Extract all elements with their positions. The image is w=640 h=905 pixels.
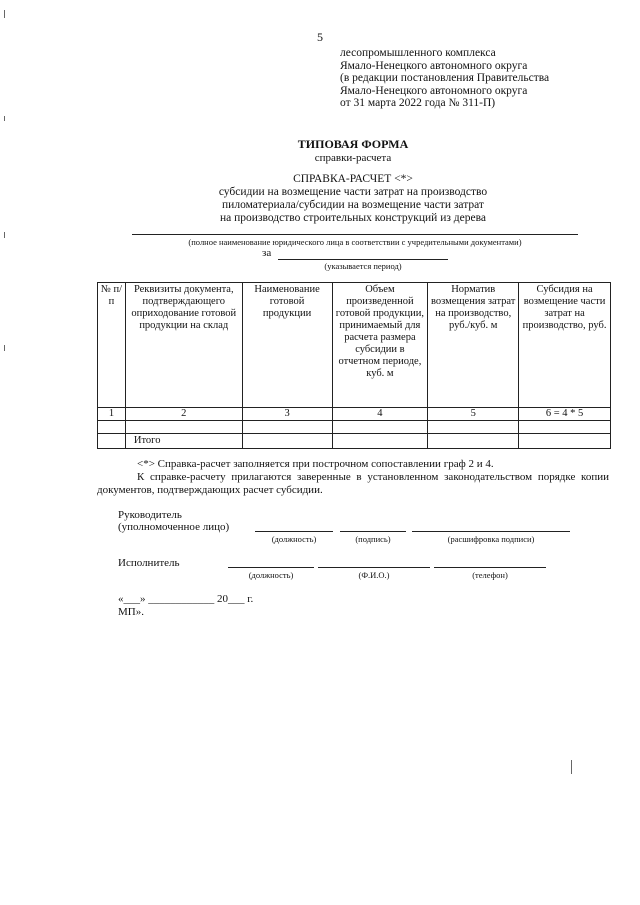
column-header: № п/п [98, 283, 126, 408]
head-position-line[interactable] [255, 531, 333, 532]
scan-margin-mark [4, 116, 5, 121]
column-header: Объем произведенной готовой продукции, принимаемый для расчета размера субсидии в отчетном периоде, куб. м [332, 283, 428, 408]
executor-position-line[interactable] [228, 567, 314, 568]
table-cell[interactable] [428, 421, 519, 434]
column-header: Реквизиты документа, подтверждающего оприходование готовой продукции на склад [125, 283, 242, 408]
table-header-row [98, 283, 611, 408]
column-number: 4 [332, 408, 428, 421]
period-line[interactable] [278, 259, 448, 260]
note-footnote: <*> Справка-расчет заполняется при построчном сопоставлении граф 2 и 4. [137, 458, 494, 470]
column-number: 2 [125, 408, 242, 421]
header-line: лесопромышленного комплекса [340, 47, 496, 59]
period-caption: (указывается период) [324, 261, 402, 271]
column-number: 3 [242, 408, 332, 421]
column-number: 5 [428, 408, 519, 421]
entity-name-caption: (полное наименование юридического лица в соответствии с учредительными документами) [188, 237, 522, 247]
note-attachments: К справке-расчету прилагаются заверенные в установленном законодательством порядке копии документов, подтверждающих расчет субсидии. [97, 471, 609, 496]
total-row [98, 434, 611, 449]
document-description [0, 186, 640, 224]
column-number-row [98, 408, 611, 421]
table-cell[interactable] [125, 421, 242, 434]
header-line: (в редакции постановления Правительства [340, 72, 550, 84]
table-row [98, 421, 611, 434]
description-line: пиломатериала/субсидии на возмещение части затрат [222, 198, 484, 211]
period-prefix: за [262, 247, 272, 259]
entity-name-line[interactable] [132, 234, 578, 235]
table-cell[interactable] [332, 434, 428, 449]
executor-phone-caption: (телефон) [472, 570, 508, 580]
table-cell[interactable] [428, 434, 519, 449]
header-line: от 31 марта 2022 года № 311-П) [340, 97, 496, 109]
table-cell[interactable] [242, 434, 332, 449]
table-cell[interactable] [519, 434, 611, 449]
table-cell[interactable] [98, 434, 126, 449]
approval-header [340, 47, 549, 110]
scan-margin-mark [4, 232, 5, 238]
header-line: Ямало-Ненецкого автономного округа [340, 59, 528, 72]
head-name-caption: (расшифровка подписи) [447, 534, 535, 544]
executor-phone-line[interactable] [434, 567, 546, 568]
table-cell[interactable] [242, 421, 332, 434]
column-header: Наименование готовой продукции [242, 283, 332, 408]
head-name-line[interactable] [412, 531, 570, 532]
head-label: Руководитель [118, 509, 182, 521]
page-number: 5 [317, 30, 323, 44]
header-line: Ямало-Ненецкого автономного округа [340, 84, 528, 97]
total-label: Итого [125, 434, 242, 449]
calculation-table [97, 282, 611, 449]
table-cell[interactable] [519, 421, 611, 434]
description-line: на производство строительных конструкций из дерева [220, 211, 486, 224]
stamp-place: МП». [118, 606, 144, 618]
head-label-sub: (уполномоченное лицо) [118, 521, 230, 533]
executor-name-line[interactable] [318, 567, 430, 568]
executor-name-caption: (Ф.И.О.) [358, 570, 390, 580]
column-header: Субсидия на возмещение части затрат на производство, руб. [519, 283, 611, 408]
head-position-caption: (должность) [271, 534, 317, 544]
executor-position-caption: (должность) [248, 570, 294, 580]
scan-margin-mark [4, 345, 5, 351]
scan-margin-mark [4, 10, 5, 18]
head-signature-caption: (подпись) [355, 534, 391, 544]
column-number: 1 [98, 408, 126, 421]
scan-margin-mark [571, 760, 572, 774]
description-line: субсидии на возмещение части затрат на производство [218, 186, 488, 198]
form-title: ТИПОВАЯ ФОРМА [297, 137, 409, 151]
notes [97, 458, 609, 497]
column-header: Норматив возмещения затрат на производство, руб./куб. м [428, 283, 519, 408]
table-cell[interactable] [332, 421, 428, 434]
document-title: СПРАВКА-РАСЧЕТ <*> [293, 173, 413, 185]
column-number: 6 = 4 * 5 [519, 408, 611, 421]
table-cell[interactable] [98, 421, 126, 434]
executor-label: Исполнитель [118, 557, 180, 569]
form-subtitle: справки-расчета [314, 152, 392, 164]
date-line: «___» ____________ 20___ г. [118, 593, 254, 605]
head-signature-line[interactable] [340, 531, 406, 532]
